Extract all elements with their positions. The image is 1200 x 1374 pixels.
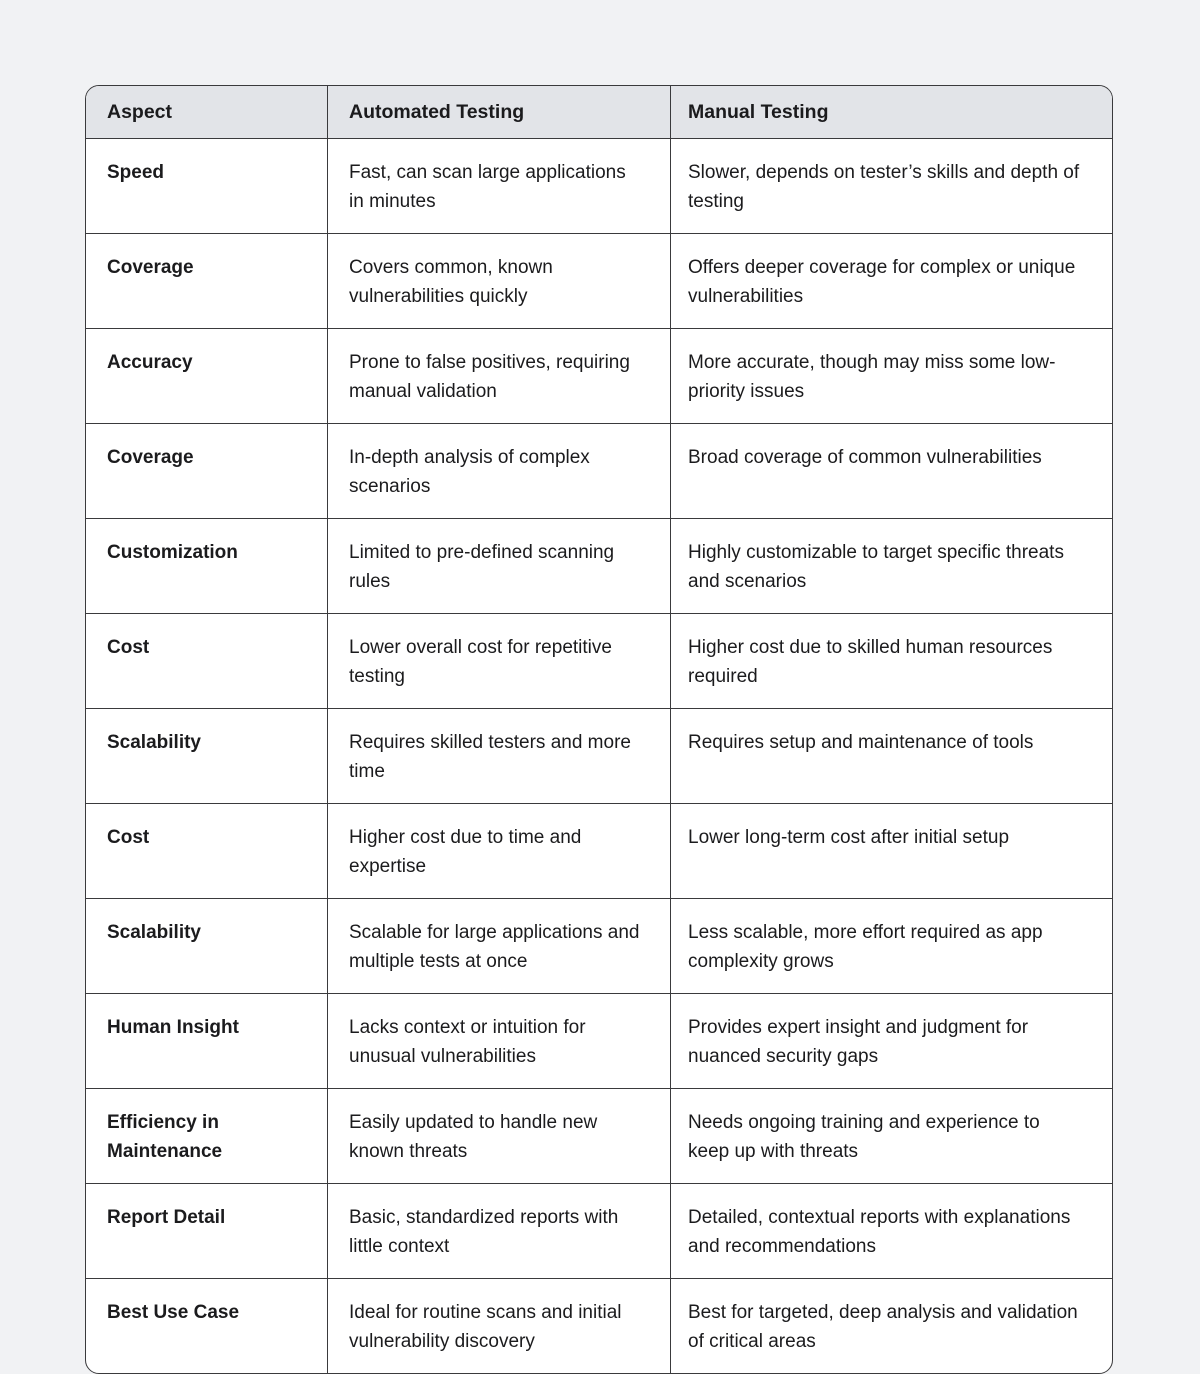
table-row (86, 898, 1112, 993)
header-cell-automated-testing: Automated Testing (327, 86, 670, 138)
cell-manual: Offers deeper coverage for complex or unique vulnerabilities (670, 234, 1112, 328)
cell-aspect: Human Insight (107, 1017, 239, 1038)
comparison-table (85, 85, 1113, 1374)
table-row (86, 138, 1112, 233)
table-row (86, 233, 1112, 328)
cell-aspect: Report Detail (107, 1207, 226, 1228)
cell-automated: Covers common, known vulnerabilities quickly (327, 234, 670, 328)
cell-manual: Requires setup and maintenance of tools (670, 709, 1112, 803)
cell-manual: Lower long-term cost after initial setup (670, 804, 1112, 898)
table-body (86, 138, 1112, 1373)
cell-automated: In-depth analysis of complex scenarios (327, 424, 670, 518)
cell-automated: Higher cost due to time and expertise (327, 804, 670, 898)
cell-aspect: Best Use Case (107, 1302, 240, 1323)
cell-manual: Detailed, contextual reports with explanations and recommendations (670, 1184, 1112, 1278)
cell-aspect: Speed (107, 162, 165, 183)
table-row (86, 423, 1112, 518)
cell-automated: Lacks context or intuition for unusual vulnerabilities (327, 994, 670, 1088)
cell-aspect: Cost (107, 637, 150, 658)
table-row (86, 328, 1112, 423)
cell-manual: Needs ongoing training and experience to keep up with threats (670, 1089, 1112, 1183)
cell-automated: Limited to pre-defined scanning rules (327, 519, 670, 613)
cell-automated: Basic, standardized reports with little context (327, 1184, 670, 1278)
cell-automated: Scalable for large applications and multiple tests at once (327, 899, 670, 993)
table-row (86, 1278, 1112, 1373)
header-cell-manual-testing: Manual Testing (670, 86, 1112, 138)
table-row (86, 803, 1112, 898)
cell-manual: Less scalable, more effort required as app complexity grows (670, 899, 1112, 993)
cell-manual: Provides expert insight and judgment for nuanced security gaps (670, 994, 1112, 1088)
table-row (86, 613, 1112, 708)
cell-aspect: Coverage (107, 257, 194, 278)
cell-automated: Ideal for routine scans and initial vulnerability discovery (327, 1279, 670, 1373)
cell-automated: Requires skilled testers and more time (327, 709, 670, 803)
table-row (86, 993, 1112, 1088)
cell-automated: Prone to false positives, requiring manual validation (327, 329, 670, 423)
cell-aspect: Accuracy (107, 352, 193, 373)
cell-manual: Best for targeted, deep analysis and validation of critical areas (670, 1279, 1112, 1373)
cell-manual: Broad coverage of common vulnerabilities (670, 424, 1112, 518)
table-row (86, 708, 1112, 803)
cell-manual: Higher cost due to skilled human resources required (670, 614, 1112, 708)
table-row (86, 1183, 1112, 1278)
cell-automated: Lower overall cost for repetitive testing (327, 614, 670, 708)
table-row (86, 1088, 1112, 1183)
table-row (86, 518, 1112, 613)
table-header-row (86, 86, 1112, 138)
cell-aspect: Efficiency in Maintenance (107, 1112, 223, 1162)
cell-aspect: Coverage (107, 447, 194, 468)
cell-manual: More accurate, though may miss some low-priority issues (670, 329, 1112, 423)
cell-aspect: Scalability (107, 732, 201, 753)
header-cell-aspect: Aspect (107, 101, 173, 123)
cell-manual: Highly customizable to target specific threats and scenarios (670, 519, 1112, 613)
cell-automated: Fast, can scan large applications in minutes (327, 139, 670, 233)
cell-aspect: Customization (107, 542, 238, 563)
cell-aspect: Cost (107, 827, 150, 848)
cell-automated: Easily updated to handle new known threats (327, 1089, 670, 1183)
cell-aspect: Scalability (107, 922, 201, 943)
cell-manual: Slower, depends on tester’s skills and depth of testing (670, 139, 1112, 233)
